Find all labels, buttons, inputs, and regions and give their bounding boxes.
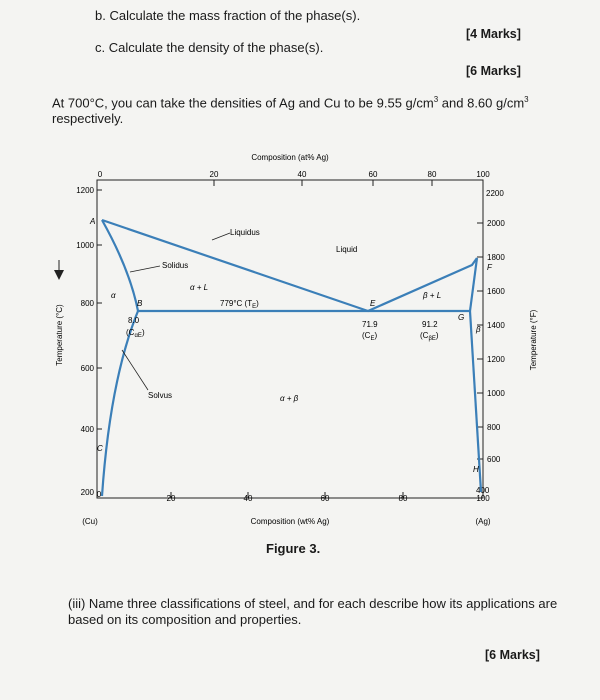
label-solidus: Solidus bbox=[162, 261, 189, 270]
b-sym: (C bbox=[126, 328, 135, 337]
g-sym: (C bbox=[420, 331, 429, 340]
point-g: G bbox=[458, 313, 465, 322]
marks-b: [4 Marks] bbox=[466, 27, 521, 41]
left-tick-800: 800 bbox=[80, 299, 94, 308]
question-b: b. Calculate the mass fraction of the phase(s). bbox=[95, 8, 361, 23]
point-a: A bbox=[90, 217, 96, 226]
solvus-left-line bbox=[102, 311, 138, 496]
bottom-tick-80: 80 bbox=[398, 494, 408, 503]
left-axis-arrow bbox=[54, 270, 64, 280]
b-composition: 8.0 bbox=[128, 316, 140, 325]
right-tick-1600: 1600 bbox=[487, 287, 505, 296]
left-tick-600: 600 bbox=[80, 364, 94, 373]
right-end-label: (Ag) bbox=[475, 517, 491, 526]
para-sup2: 3 bbox=[524, 95, 529, 104]
e-close: ) bbox=[374, 331, 378, 340]
right-tick-1800: 1800 bbox=[487, 253, 505, 262]
marks-c: [6 Marks] bbox=[466, 64, 521, 78]
density-paragraph bbox=[52, 92, 552, 127]
bottom-ticks bbox=[97, 490, 490, 503]
point-e: E bbox=[370, 299, 376, 308]
e-symbol bbox=[362, 331, 377, 342]
eutectic-temp: 779°C (T bbox=[220, 299, 253, 308]
right-tick-2200: 2200 bbox=[486, 189, 504, 198]
bottom-tick-40: 40 bbox=[243, 494, 253, 503]
top-tick-20: 20 bbox=[209, 170, 219, 179]
top-tick-0: 0 bbox=[97, 170, 103, 179]
top-tick-60: 60 bbox=[368, 170, 378, 179]
para-mid: and 8.60 g/cm bbox=[438, 95, 525, 111]
right-ticks bbox=[476, 189, 505, 495]
bottom-tick-60: 60 bbox=[320, 494, 330, 503]
region-liquid: Liquid bbox=[336, 245, 358, 254]
g-sub: βE bbox=[428, 336, 436, 342]
left-tick-200: 200 bbox=[80, 488, 94, 497]
right-tick-800: 800 bbox=[487, 423, 501, 432]
bottom-tick-0: 0 bbox=[96, 490, 102, 499]
bottom-tick-100: 100 bbox=[476, 494, 490, 503]
left-tick-1000: 1000 bbox=[76, 241, 94, 250]
bottom-tick-20: 20 bbox=[166, 494, 176, 503]
right-tick-600: 600 bbox=[487, 455, 501, 464]
para-end: respectively. bbox=[52, 111, 124, 127]
right-tick-1000: 1000 bbox=[487, 389, 505, 398]
b-sub: αE bbox=[134, 333, 142, 339]
b-close: ) bbox=[141, 328, 145, 337]
figure-caption: Figure 3. bbox=[266, 541, 321, 556]
left-tick-1200: 1200 bbox=[76, 186, 94, 195]
region-beta-l: β + L bbox=[423, 291, 442, 300]
question-iii: (iii) Name three classifications of steel, and for each describe how its applications are based on its composition and properties. bbox=[68, 596, 558, 627]
eutectic-sub: E bbox=[252, 304, 257, 310]
marks-iii: [6 Marks] bbox=[485, 648, 540, 662]
top-tick-40: 40 bbox=[297, 170, 307, 179]
label-eutectic bbox=[220, 299, 259, 310]
right-tick-400: 400 bbox=[476, 486, 490, 495]
left-tick-400: 400 bbox=[80, 425, 94, 434]
solidus-leader bbox=[130, 266, 160, 272]
top-tick-100: 100 bbox=[476, 170, 490, 179]
region-alpha: α bbox=[111, 291, 116, 300]
left-ticks bbox=[76, 186, 94, 497]
para-lead: At 700°C, you can take the densities of Ag and Cu to be 9.55 g/cm bbox=[52, 95, 434, 111]
right-axis-title: Temperature (°F) bbox=[529, 309, 538, 371]
region-beta: β bbox=[476, 325, 481, 334]
solidus-left-line bbox=[102, 220, 138, 311]
top-tick-80: 80 bbox=[427, 170, 437, 179]
label-liquidus: Liquidus bbox=[230, 228, 260, 237]
top-axis-title: Composition (at% Ag) bbox=[251, 153, 329, 162]
top-ticks bbox=[98, 170, 490, 179]
liquidus-line bbox=[102, 220, 477, 311]
e-composition: 71.9 bbox=[362, 320, 378, 329]
g-symbol bbox=[420, 331, 439, 342]
point-h: H bbox=[473, 465, 479, 474]
region-alpha-l: α + L bbox=[190, 283, 209, 292]
left-end-label: (Cu) bbox=[82, 517, 98, 526]
point-b: B bbox=[137, 299, 143, 308]
bottom-axis-title: Composition (wt% Ag) bbox=[250, 517, 330, 526]
g-close: ) bbox=[435, 331, 439, 340]
point-c: C bbox=[97, 444, 103, 453]
point-f: F bbox=[487, 263, 492, 272]
e-sub: E bbox=[370, 336, 375, 342]
region-alpha-beta: α + β bbox=[280, 394, 299, 403]
right-tick-1200: 1200 bbox=[487, 355, 505, 364]
right-tick-2000: 2000 bbox=[487, 219, 505, 228]
right-tick-1400: 1400 bbox=[487, 321, 505, 330]
liquidus-leader bbox=[212, 233, 230, 240]
question-c: c. Calculate the density of the phase(s). bbox=[95, 40, 324, 55]
eutectic-close: ) bbox=[256, 299, 259, 308]
left-axis-title: Temperature (°C) bbox=[55, 304, 64, 366]
solvus-leader bbox=[122, 350, 148, 390]
label-solvus: Solvus bbox=[148, 391, 173, 400]
e-sym: (C bbox=[362, 331, 371, 340]
para-sup1: 3 bbox=[433, 95, 439, 104]
cu-ag-phase-diagram bbox=[40, 140, 560, 540]
g-composition: 91.2 bbox=[422, 320, 438, 329]
